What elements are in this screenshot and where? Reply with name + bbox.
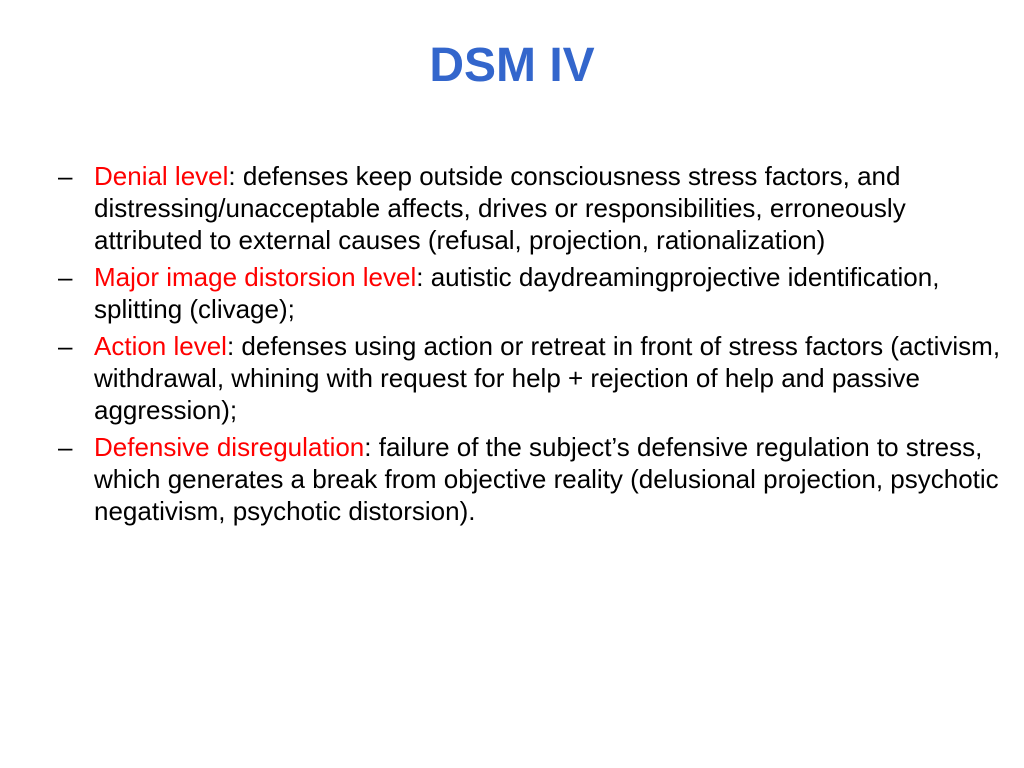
bullet-term: Major image distorsion level [94,262,417,292]
bullet-term: Defensive disregulation [94,432,365,462]
dash-bullet-icon: – [58,262,73,292]
bullet-list [58,160,1008,532]
dash-bullet-icon: – [58,161,73,191]
bullet-text: : autistic daydreamingprojective identification, splitting (clivage); [94,262,940,324]
bullet-text: : defenses using action or retreat in front of stress factors (activism, withdrawal, whining with request for help + rejection of help and passive aggression); [94,331,1001,425]
dash-bullet-icon: – [58,331,73,361]
bullet-item-action-level [58,330,1008,426]
bullet-item-defensive-disregulation [58,431,1008,527]
bullet-term: Denial level [94,161,229,191]
dash-bullet-icon: – [58,432,73,462]
bullet-text: : failure of the subject’s defensive regulation to stress, which generates a break from objective reality (delusional projection, psychotic negativism, psychotic distorsion). [94,432,999,526]
bullet-item-denial-level [58,160,1008,256]
bullet-item-major-image-distorsion-level [58,261,1008,325]
slide-title: DSM IV [429,39,595,92]
bullet-text: : defenses keep outside consciousness stress factors, and distressing/unacceptable affects, drives or responsibilities, erroneously attributed to external causes (refusal, projection, rationalization) [94,161,906,255]
bullet-term: Action level [94,331,227,361]
